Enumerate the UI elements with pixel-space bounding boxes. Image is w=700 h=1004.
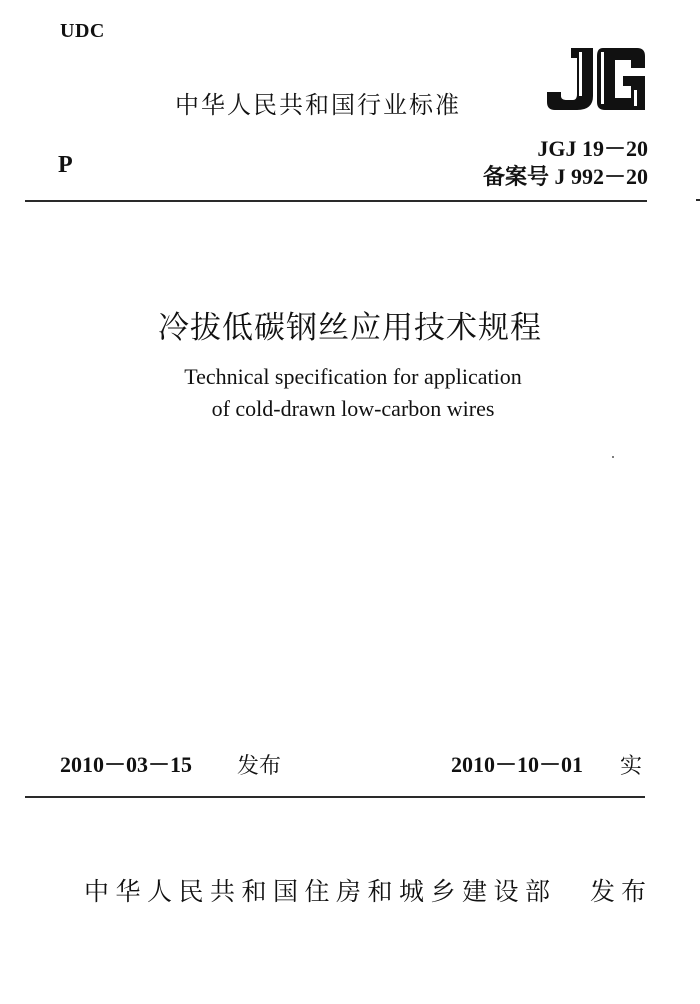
standard-number: JGJ 19－20 [537, 136, 648, 161]
issue-label: 发布 [237, 754, 282, 779]
issue-date: 2010－03－15 [60, 752, 193, 777]
jg-logo [545, 46, 649, 112]
print-speck [612, 456, 614, 458]
standard-category: 中华人民共和国行业标准 [175, 91, 461, 119]
udc-label: UDC [60, 20, 105, 42]
title-chinese: 冷拔低碳钢丝应用技术规程 [158, 310, 542, 346]
edge-mark [696, 199, 700, 201]
top-divider [25, 200, 647, 202]
implementation-label: 实 [620, 754, 643, 779]
issuer-action: 发布 [590, 877, 653, 906]
implementation-date: 2010－10－01 [451, 752, 584, 777]
bottom-divider [25, 796, 645, 798]
title-english-line1: Technical specification for application [184, 364, 522, 389]
record-number: 备案号 J 992－20 [482, 164, 648, 189]
title-english-line2: of cold-drawn low-carbon wires [211, 396, 495, 421]
classification-code: P [58, 152, 73, 178]
issuer-name: 中华人民共和国住房和城乡建设部 [84, 877, 557, 906]
